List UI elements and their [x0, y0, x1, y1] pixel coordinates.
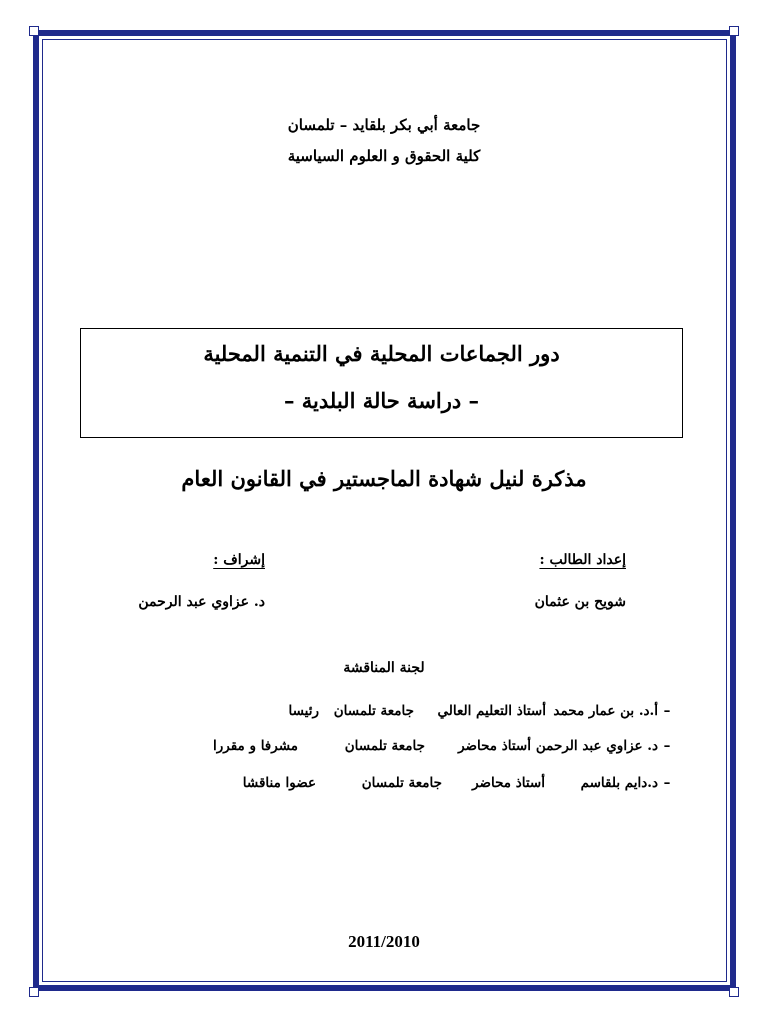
member-name: د. عزاوي عبد الرحمن	[535, 738, 658, 754]
list-dash: –	[663, 775, 671, 791]
thesis-title: دور الجماعات المحلية في التنمية المحلية	[203, 341, 560, 366]
student-label	[539, 552, 626, 568]
committee-title: لجنة المناقشة	[343, 660, 425, 676]
border-corner-ornament	[29, 26, 39, 36]
member-role: عضوا مناقشا	[242, 775, 316, 791]
member-name: أ.د. بن عمار محمد	[553, 703, 658, 719]
committee-member-row	[288, 700, 676, 722]
student-name: شويح بن عثمان	[534, 594, 626, 610]
thesis-title-box	[80, 328, 683, 438]
member-university: جامعة تلمسان	[361, 775, 442, 791]
member-role: رئيسا	[288, 703, 319, 719]
thesis-degree-statement: مذكرة لنيل شهادة الماجستير في القانون العام	[181, 466, 587, 491]
member-university: جامعة تلمسان	[344, 738, 425, 754]
member-university: جامعة تلمسان	[333, 703, 414, 719]
border-corner-ornament	[729, 987, 739, 997]
supervisor-label-text: إشراف :	[213, 552, 265, 568]
thesis-subtitle: – دراسة حالة البلدية –	[283, 388, 480, 413]
supervisor-label	[213, 552, 265, 568]
border-corner-ornament	[29, 987, 39, 997]
academic-year: 2011/2010	[348, 932, 420, 951]
faculty-name: كلية الحقوق و العلوم السياسية	[287, 147, 481, 165]
page-border-inner	[42, 39, 727, 982]
supervisor-name: د. عزاوي عبد الرحمن	[138, 594, 265, 610]
member-role: مشرفا و مقررا	[213, 738, 298, 754]
list-dash: –	[663, 703, 671, 719]
member-rank: أستاذ التعليم العالي	[437, 703, 546, 719]
member-rank: أستاذ محاضر	[458, 738, 531, 754]
member-name: د.دايم بلقاسم	[580, 775, 658, 791]
university-name: جامعة أبي بكر بلقايد – تلمسان	[287, 116, 481, 134]
committee-member-row	[243, 772, 676, 794]
committee-member-row	[213, 735, 676, 757]
student-label-text: إعداد الطالب :	[539, 552, 626, 568]
list-dash: –	[663, 738, 671, 754]
border-corner-ornament	[729, 26, 739, 36]
member-rank: أستاذ محاضر	[472, 775, 545, 791]
